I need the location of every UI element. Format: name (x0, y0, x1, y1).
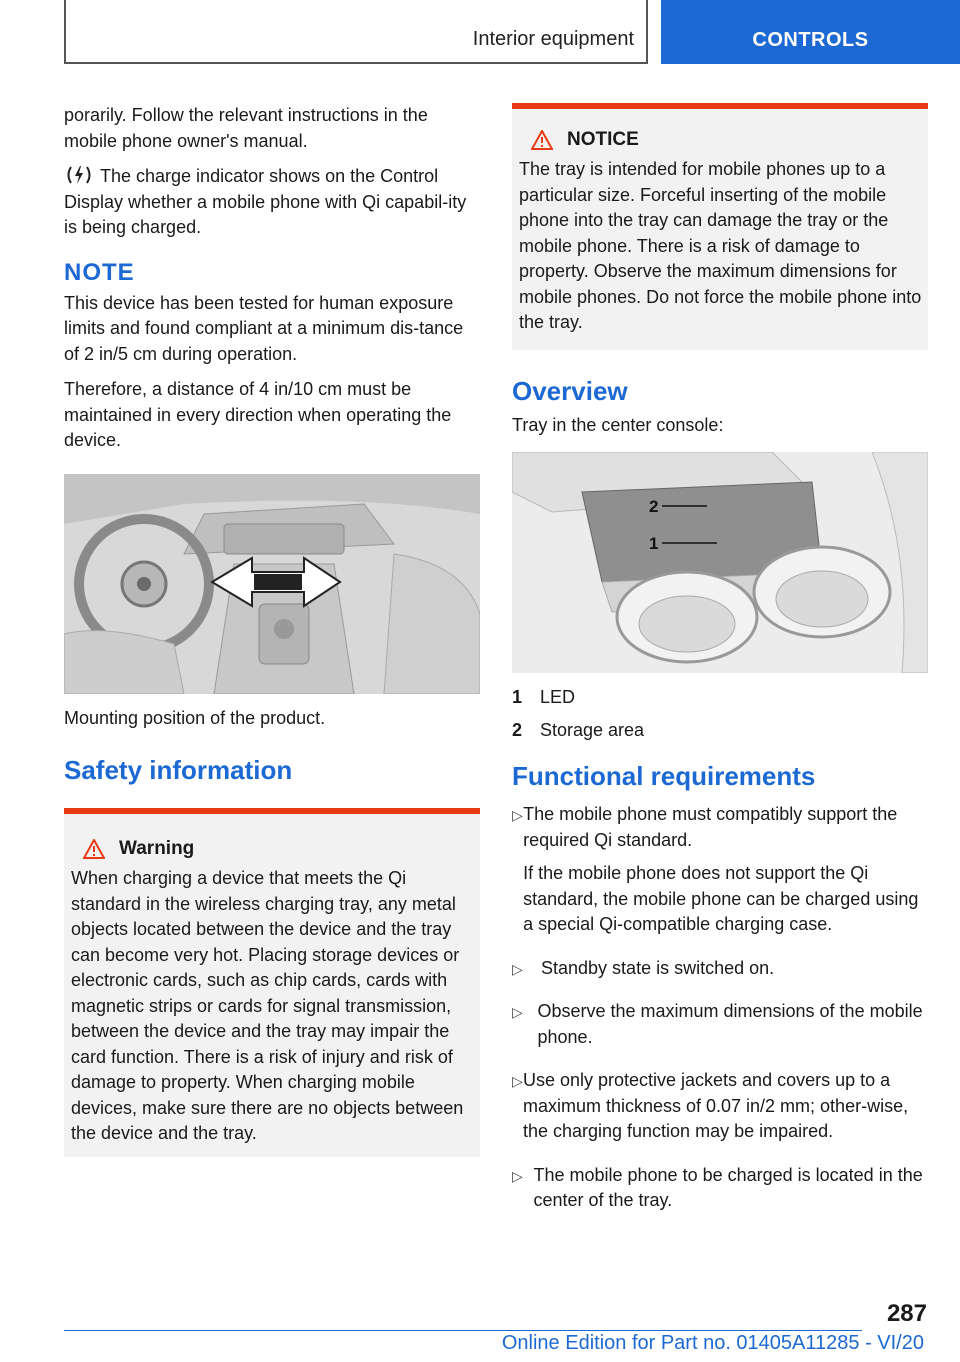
warning-text: When charging a device that meets the Qi standard in the wireless charging tray, any metal objects located between the device and the tray can become very hot. Placing storage devices or electronic cards, such as chip cards, cards with magnetic strips or cards for signal transmission, between the device and the tray may impair the card function. There is a risk of injury and risk of damage to property. When charging mobile devices, make sure there are no objects between the device and the tray. (71, 868, 464, 1143)
right-column (512, 103, 928, 1232)
warning-icon (83, 839, 105, 859)
triangle-bullet-icon: ▷ (512, 1167, 523, 1184)
note-paragraph: This device has been tested for human exposure limits and found compliant at a minimum dis-tance of 2 in/5 cm during operation. (64, 292, 464, 364)
notice-text: The tray is intended for mobile phones up to a particular size. Forceful inserting of the mobile phone into the tray can damage the tray or the mobile phone. There is a risk of damage to property. Observe the maximum dimensions for mobile phones. Do not force the mobile phone into the tray. (519, 159, 922, 332)
page-number: 287 (886, 1300, 927, 1327)
charge-indicator-paragraph (64, 164, 480, 241)
legend-item: 1 LED (512, 687, 576, 707)
legend (512, 685, 928, 743)
note-heading: NOTE (64, 258, 135, 286)
charge-indicator-icon (64, 164, 94, 186)
paragraph: porarily. Follow the relevant instructions in the mobile phone owner's manual. (64, 105, 428, 151)
charge-indicator-text: The charge indicator shows on the Control Display whether a mobile phone with Qi capabil-ity is being charged. (64, 166, 467, 237)
triangle-bullet-icon: ▷ (512, 1004, 523, 1020)
list-item: ▷ The mobile phone to be charged is located in the center of the tray. (512, 1163, 928, 1222)
left-column (64, 103, 480, 1157)
callout-1: 1 (649, 534, 659, 553)
triangle-bullet-icon: ▷ (512, 1073, 523, 1089)
list-item: ▷ Standby state is switched on. (512, 956, 928, 990)
warning-title: Warning (71, 838, 472, 860)
header-chapter-tab[interactable]: CONTROLS (661, 0, 960, 64)
center-console-tray-image (512, 452, 928, 673)
footer-divider (64, 1330, 862, 1331)
figure-caption: Mounting position of the product. (64, 707, 326, 728)
legend-item: 2 Storage area (512, 720, 645, 740)
functional-requirements-heading: Functional requirements (512, 761, 816, 791)
list-item: ▷ Observe the maximum dimensions of the mobile phone. (512, 999, 928, 1058)
triangle-bullet-icon: ▷ (512, 960, 523, 977)
notice-title: NOTICE (519, 129, 922, 151)
mounting-position-image (64, 474, 480, 694)
callout-2: 2 (649, 497, 659, 516)
notice-box (512, 103, 928, 350)
list-item: ▷ Use only protective jackets and covers up to a maximum thickness of 0.07 in/2 mm; other-wise, the charging function may be impaired. (512, 1068, 928, 1153)
note-paragraph: Therefore, a distance of 4 in/10 cm must be maintained in every direction when operating the device. (64, 379, 452, 450)
footer-edition: Online Edition for Part no. 01405A11285 - VI/20 (501, 1332, 924, 1354)
triangle-bullet-icon: ▷ (512, 807, 523, 823)
overview-text: Tray in the center console: (512, 414, 724, 435)
list-item: ▷ The mobile phone must compatibly support the required Qi standard. If the mobile phone does not support the Qi standard, the mobile phone can be charged using a special Qi-compatible charging case. (512, 802, 928, 946)
warning-box (64, 808, 480, 1157)
warning-icon (531, 130, 553, 150)
safety-heading: Safety information (64, 755, 293, 785)
overview-heading: Overview (512, 375, 628, 406)
header-section: Interior equipment (472, 28, 634, 50)
